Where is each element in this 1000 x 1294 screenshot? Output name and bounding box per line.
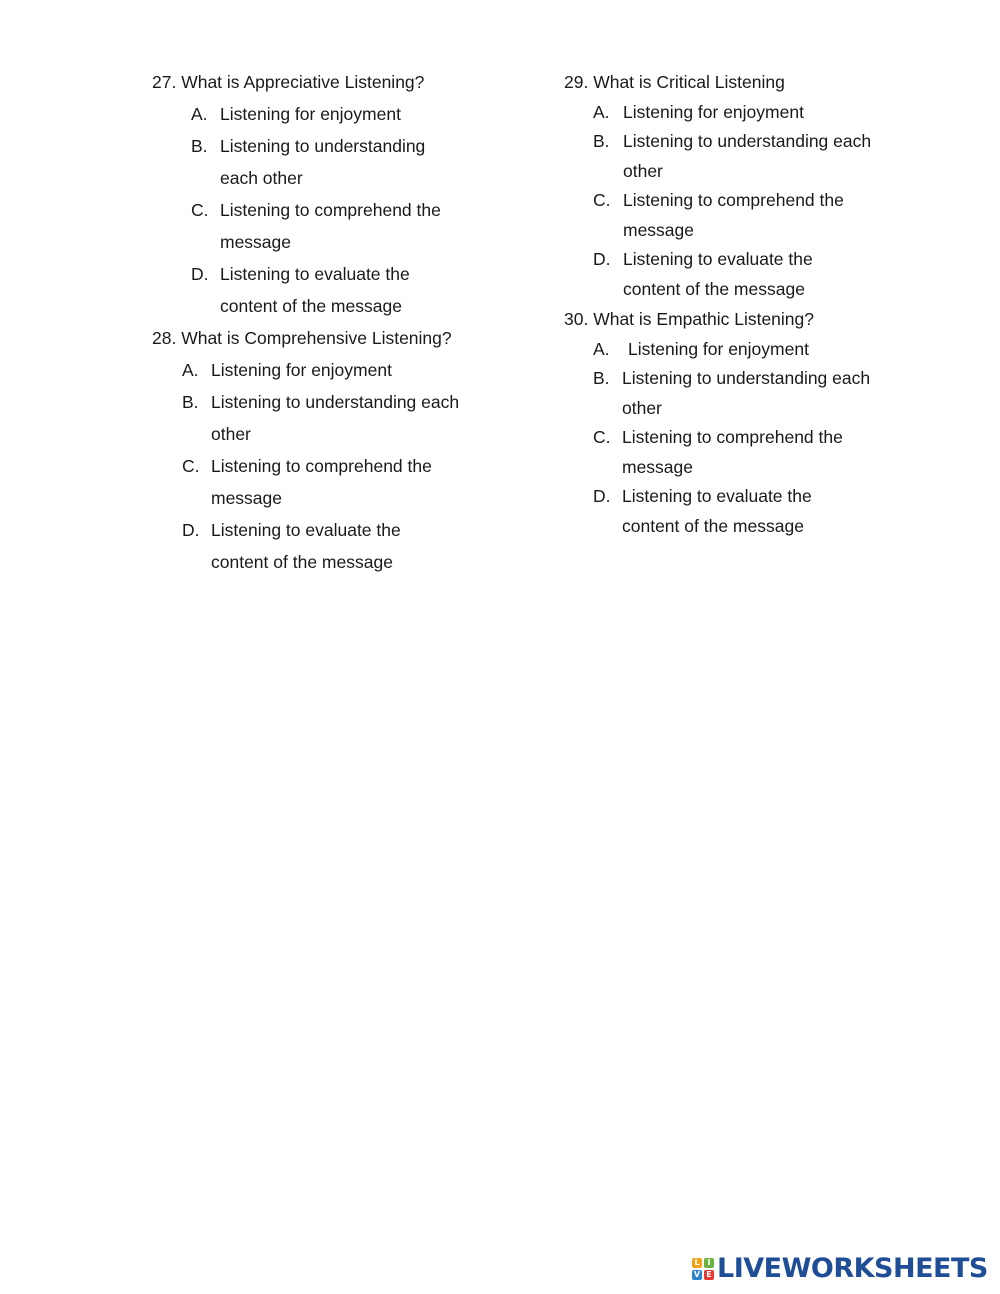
question-text: What is Empathic Listening?	[593, 309, 815, 329]
question-30-title	[564, 309, 894, 329]
question-text: What is Appreciative Listening?	[181, 72, 425, 92]
option-letter: B.	[593, 131, 610, 151]
liveworksheets-mark-icon	[692, 1258, 714, 1280]
option-letter: A.	[593, 102, 610, 122]
option-letter: D.	[191, 264, 209, 284]
option-letter: D.	[182, 520, 200, 540]
question-27	[152, 72, 492, 322]
option-text: Listening for enjoyment	[211, 360, 392, 380]
option-letter: D.	[593, 486, 611, 506]
option-text: Listening for enjoyment	[623, 102, 804, 122]
question-27-title	[152, 72, 492, 92]
option-text: Listening to comprehend the message	[623, 190, 844, 240]
option-letter: C.	[593, 190, 611, 210]
option-text: Listening to evaluate the content of the message	[623, 249, 813, 299]
option-letter: C.	[191, 200, 209, 220]
option-text: Listening to evaluate the content of the message	[211, 520, 401, 572]
liveworksheets-logo	[692, 1254, 988, 1284]
mark-tile-l: L	[692, 1258, 702, 1268]
mark-tile-e: E	[704, 1270, 714, 1280]
option-letter: A.	[182, 360, 199, 380]
option-text: Listening to evaluate the content of the message	[220, 264, 410, 316]
question-text: What is Critical Listening	[593, 72, 785, 92]
question-number: 27.	[152, 72, 177, 92]
option-text: Listening to comprehend the message	[220, 200, 441, 252]
option-letter: B.	[191, 136, 208, 156]
option-text: Listening to understanding each other	[211, 392, 460, 444]
question-text: What is Comprehensive Listening?	[181, 328, 452, 348]
question-29-title	[564, 72, 894, 92]
option-text: Listening to evaluate the content of the message	[622, 486, 812, 536]
question-number: 30.	[564, 309, 589, 329]
question-30	[564, 309, 894, 544]
option-text: Listening for enjoyment	[628, 339, 809, 359]
question-number: 28.	[152, 328, 177, 348]
option-text: Listening to understanding each other	[622, 368, 871, 418]
option-text: Listening to understanding each other	[623, 131, 872, 181]
option-letter: D.	[593, 249, 611, 269]
option-letter: B.	[182, 392, 199, 412]
option-text: Listening to comprehend the message	[622, 427, 843, 477]
question-number: 29.	[564, 72, 589, 92]
option-letter: C.	[593, 427, 611, 447]
option-letter: B.	[593, 368, 610, 388]
question-28	[152, 328, 492, 578]
option-text: Listening to understanding each other	[220, 136, 426, 188]
logo-text: LIVEWORKSHEETS	[717, 1253, 988, 1284]
option-letter: C.	[182, 456, 200, 476]
option-letter: A.	[593, 339, 610, 359]
question-28-title	[152, 328, 492, 348]
mark-tile-v: V	[693, 1270, 701, 1279]
option-text: Listening to comprehend the message	[211, 456, 432, 508]
mark-tile-i: I	[704, 1258, 714, 1268]
option-letter: A.	[191, 104, 208, 124]
option-text: Listening for enjoyment	[220, 104, 401, 124]
question-29	[564, 72, 894, 307]
